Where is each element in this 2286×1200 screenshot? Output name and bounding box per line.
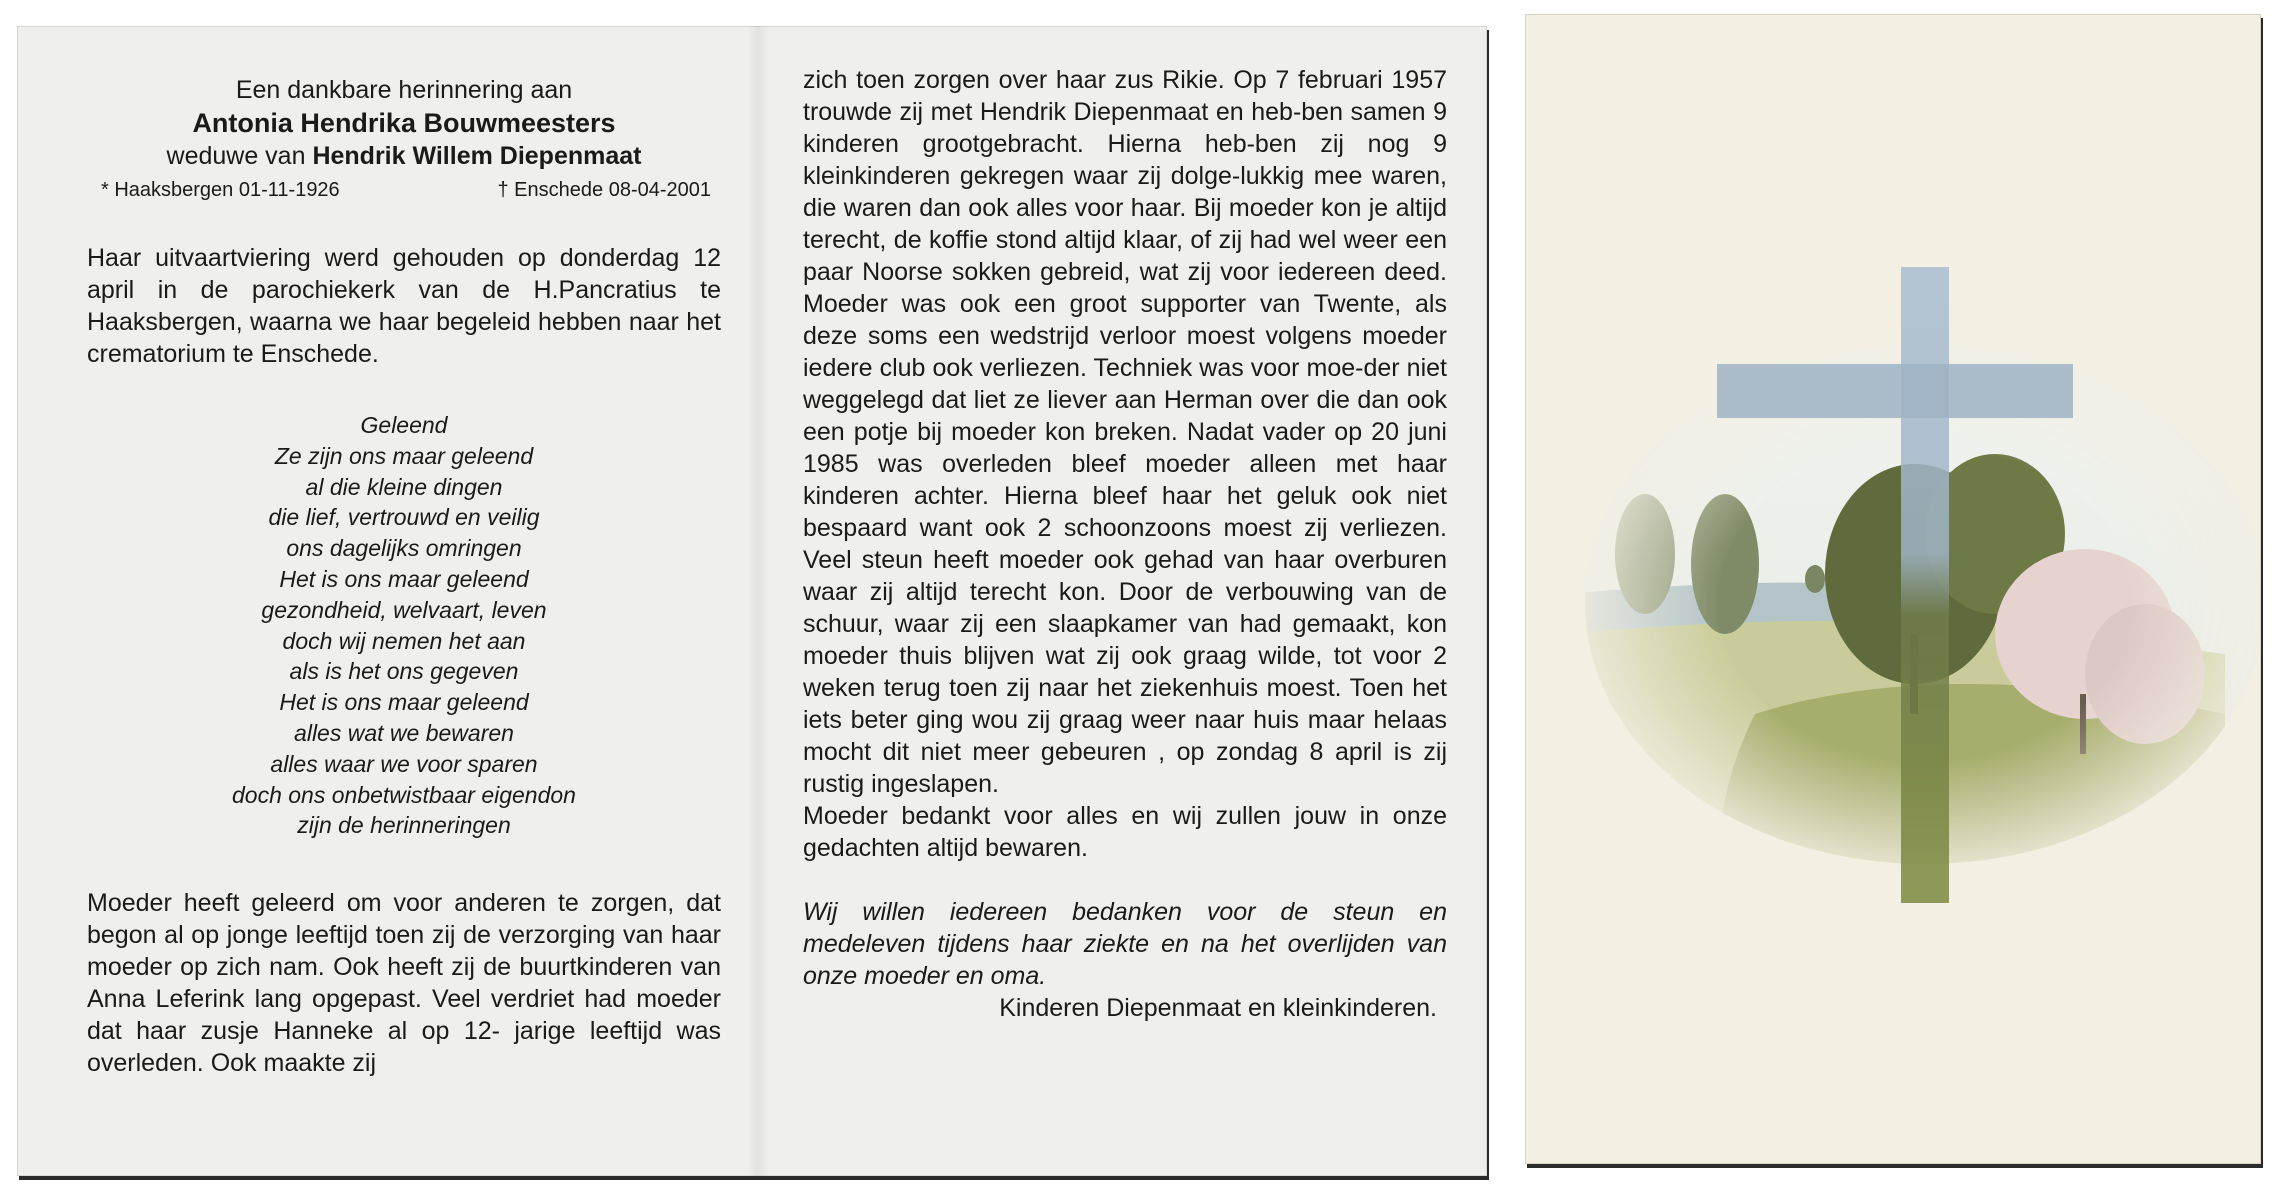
funeral-text: Haar uitvaartviering werd gehouden op donderdag 12 april in de parochiekerk van de H.Pancratius te Haaksbergen, waarna we haar begeleid hebben naar het crematorium te Enschede. (87, 244, 721, 368)
intro-line: Een dankbare herinnering aan (235, 76, 573, 104)
funeral-paragraph (87, 242, 721, 370)
signature: Kinderen Diepenmaat en kleinkinderen. (999, 994, 1437, 1022)
poem-line: zijn de herinneringen (297, 812, 511, 839)
poem (87, 410, 721, 841)
poem-line: Het is ons maar geleend (279, 689, 529, 716)
poem-line: gezondheid, welvaart, leven (261, 596, 547, 623)
biography-part-1 (87, 887, 721, 1079)
poem-line: alles wat we bewaren (294, 719, 514, 746)
poem-line: doch ons onbetwistbaar eigendon (232, 781, 576, 808)
biography-closing: Moeder bedankt voor alles en wij zullen jouw in onze gedachten altijd bewaren. (803, 802, 1447, 862)
memorial-card-inside (17, 26, 1487, 1176)
life-dates (87, 179, 721, 202)
death-date: † Enschede 08-04-2001 (497, 179, 711, 201)
thanks-paragraph: Wij willen iedereen bedanken voor de steun en medeleven tijdens haar ziekte en na het overlijden van onze moeder en oma. (803, 898, 1447, 990)
poem-line: Het is ons maar geleend (279, 565, 529, 592)
poem-title: Geleend (360, 412, 448, 438)
birth-date: * Haaksbergen 01-11-1926 (101, 179, 340, 201)
widow-line (87, 140, 721, 173)
biography-part-2 (803, 64, 1447, 864)
cross-landscape-image (1525, 14, 2261, 1164)
poem-line: al die kleine dingen (305, 473, 503, 500)
card-header (87, 74, 721, 173)
widow-prefix: weduwe van (166, 142, 306, 170)
left-panel (17, 26, 757, 1176)
poem-line: als is het ons gegeven (289, 658, 519, 685)
poem-line: die lief, vertrouwd en veilig (268, 504, 540, 531)
poem-line: alles waar we voor sparen (270, 750, 538, 777)
memorial-card-front (1525, 14, 2261, 1164)
biography-text: Moeder heeft geleerd om voor anderen te zorgen, dat begon al op jonge leeftijd toen zij de verzorging van haar moeder op zich nam. Ook heeft zij de buurtkinderen van Anna Leferink lang opgepast. Veel verdriet had moeder dat haar zusje Hanneke al op 12- jarige leeftijd was overleden. Ook maakte zij (87, 889, 721, 1078)
poem-line: ons dagelijks omringen (286, 535, 522, 562)
poem-line: doch wij nemen het aan (282, 627, 526, 654)
biography-text: zich toen zorgen over haar zus Rikie. Op 7 februari 1957 trouwde zij met Hendrik Diepenmaat en heb-ben samen 9 kinderen grootgebracht. Hierna heb-ben zij nog 9 kleinkinderen gekregen waar zij dolge-lukkig mee waren, die waren dan ook alles voor haar. Bij moeder kon je altijd terecht, de koffie stond altijd klaar, of zij had wel weer een paar Noorse sokken gebreid, wat zij voor iedereen deed. Moeder was ook een groot supporter van Twente, als deze soms een wedstrijd verloor moest volgens moeder iedere club ook verliezen. Techniek was voor moe-der niet weggelegd dat liet ze liever aan Herman over die dan ook een potje bij moeder kon breken. Nadat vader op 20 juni 1985 was overleden bleef moeder alleen met haar kinderen achter. Hierna bleef haar het geluk ook niet bespaard want ook 2 schoonzoons moest zij verliezen. Veel steun heeft moeder ook gehad van haar overburen waar zij altijd terecht kon. Door de verbouwing van de schuur, waar zij een slaapkamer van had gemaakt, kon moeder thuis blijven wat zij ook graag wilde, tot voor 2 weken terug toen zij naar het ziekenhuis moest. Toen het iets beter ging wou zij graag weer naar huis maar helaas mocht dit niet meer gebeuren , op zondag 8 april is zij rustig ingeslapen. (803, 66, 1447, 798)
deceased-name: Antonia Hendrika Bouwmeesters (192, 108, 616, 138)
poem-line: Ze zijn ons maar geleend (274, 442, 534, 469)
spouse-name: Hendrik Willem Diepenmaat (312, 142, 642, 170)
right-panel (757, 26, 1487, 1176)
